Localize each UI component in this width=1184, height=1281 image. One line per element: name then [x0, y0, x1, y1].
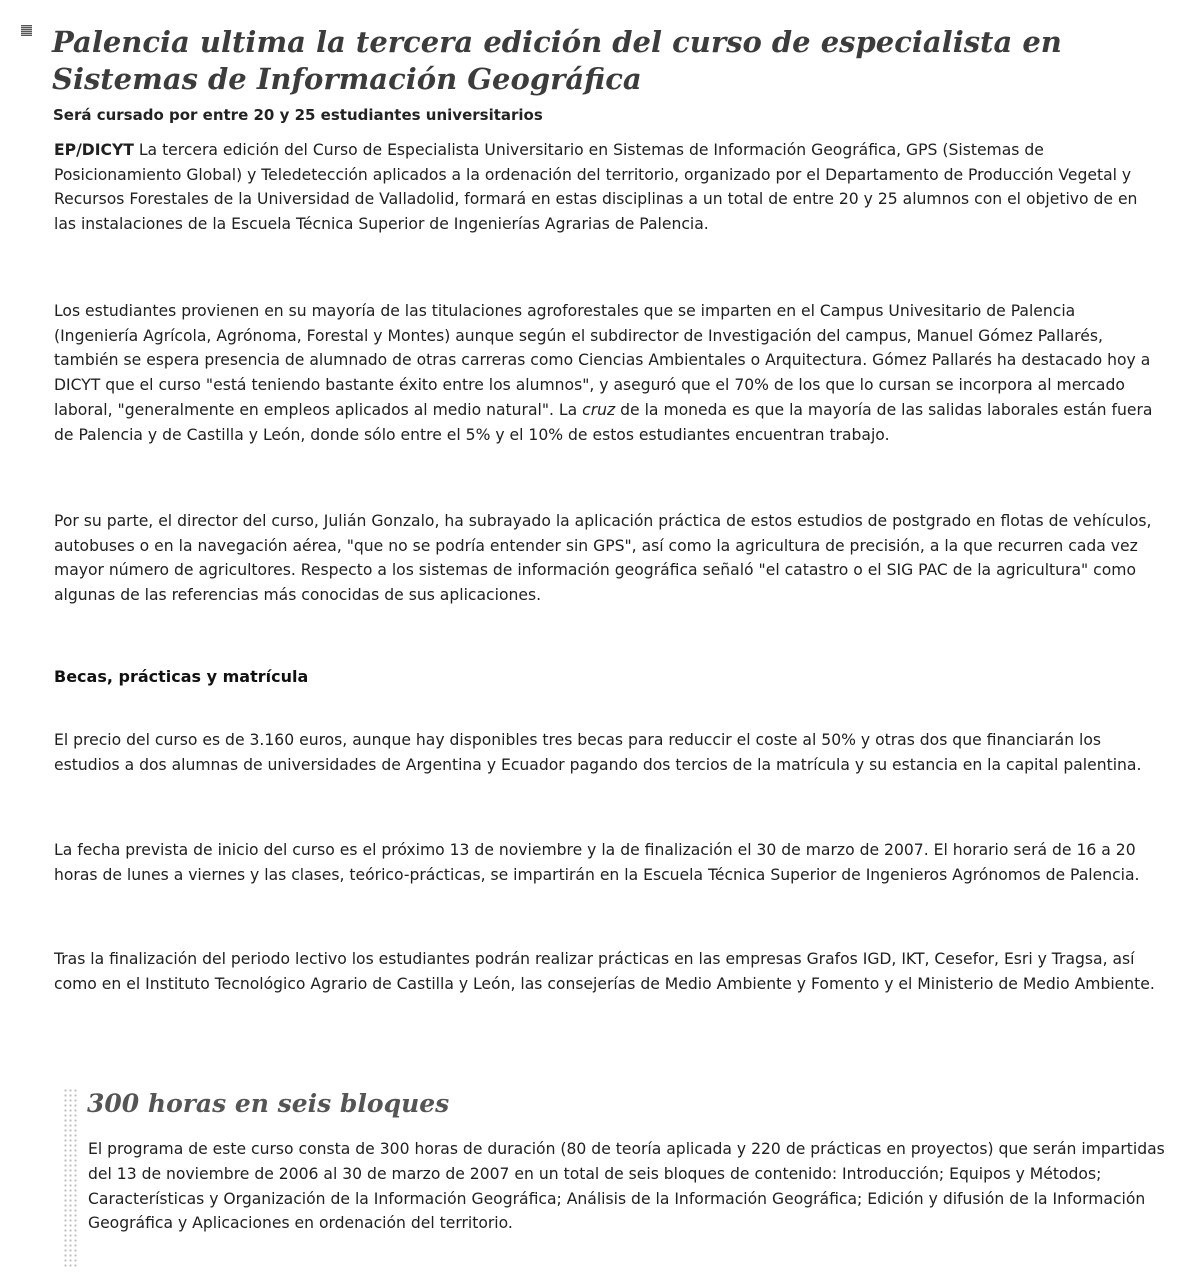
paragraph-schedule: La fecha prevista de inicio del curso es el próximo 13 de noviembre y la de finalización el 30 de marzo de 2007. El horario será de 16 a 20 horas de lunes a viernes y las clases, teórico-prácticas, se impartirán en la Escuela Técnica Superior de Ingenieros Agrónomos de Palencia. — [54, 841, 1140, 884]
dateline: EP/DICYT — [54, 141, 134, 159]
paragraph-intro-text: La tercera edición del Curso de Especialista Universitario en Sistemas de Información Geográfica, GPS (Sistemas de Posicionamiento Global) y Teledetección aplicados a la ordenación del territorio, organizado por el Departamento de Producción Vegetal y Recursos Forestales de la Universidad de Valladolid, formará en estas disciplinas a un total de entre 20 y 25 alumnos con el objetivo de en las instalaciones de la Escuela Técnica Superior de Ingenierías Agrarias de Palencia. — [54, 141, 1138, 234]
sidebar-box-text: El programa de este curso consta de 300 horas de duración (80 de teoría aplicada y 220 de prácticas en proyectos) que serán impartidas del 13 de noviembre de 2006 al 30 de marzo de 2007 en un total de seis bloques de contenido: Introducción; Equipos y Métodos; Características y Organización de la Información Geográfica; Análisis de la Información Geográfica; Edición y difusión de la Información Geográfica y Aplicaciones en ordenación del territorio. — [88, 1140, 1165, 1233]
sidebar-dotted-rule — [63, 1088, 77, 1268]
paragraph-students-text-a: Los estudiantes provienen en su mayoría de las titulaciones agroforestales que se imparten en el Campus Univesitario de Palencia (Ingeniería Agrícola, Agrónoma, Forestal y Montes) aunque según el subdirector de Investigación del campus, Manuel Gómez Pallarés, también se espera presencia de alumnado de otras carreras como Ciencias Ambientales o Arquitectura. Gómez Pallarés ha destacado hoy a DICYT que el curso "está teniendo bastante éxito entre los alumnos", y aseguró que el 70% de los que lo cursan se incorpora al mercado laboral, "generalmente en empleos aplicados al medio natural". La — [54, 302, 1151, 419]
paragraph-internships: Tras la finalización del periodo lectivo los estudiantes podrán realizar prácticas en las empresas Grafos IGD, IKT, Cesefor, Esri y Tragsa, así como en el Instituto Tecnológico Agrario de Castilla y León, las consejerías de Medio Ambiente y Fomento y el Ministerio de Medio Ambiente. — [54, 950, 1155, 993]
section-heading-becas: Becas, prácticas y matrícula — [54, 667, 309, 686]
paragraph-director: Por su parte, el director del curso, Julián Gonzalo, ha subrayado la aplicación práctica de estos estudios de postgrado en flotas de vehículos, autobuses o en la navegación aérea, "que no se podría entender sin GPS", así como la agricultura de precisión, a la que recurren cada vez mayor número de agricultores. Respecto a los sistemas de información geográfica señaló "el catastro o el SIG PAC de la agricultura" como algunas de las referencias más conocidas de sus aplicaciones. — [54, 512, 1152, 605]
headline-bullet-square — [21, 25, 32, 36]
paragraph-students-italic: cruz — [582, 400, 616, 419]
article-subtitle: Será cursado por entre 20 y 25 estudiantes universitarios — [53, 106, 543, 124]
paragraph-intro — [54, 138, 1159, 237]
article-headline: Palencia ultima la tercera edición del curso de especialista en Sistemas de Información Geográfica — [52, 25, 1062, 96]
sidebar-box-title: 300 horas en seis bloques — [87, 1089, 450, 1118]
paragraph-students-text-b: de la moneda es que la mayoría de las salidas laborales están fuera de Palencia y de Castilla y León, donde sólo entre el 5% y el 10% de estos estudiantes encuentran trabajo. — [54, 400, 1153, 444]
paragraph-price: El precio del curso es de 3.160 euros, aunque hay disponibles tres becas para reduccir el coste al 50% y otras dos que financiarán los estudios a dos alumnas de universidades de Argentina y Ecuador pagando dos tercios de la matrícula y su estancia en la capital palentina. — [54, 731, 1142, 774]
paragraph-students — [54, 299, 1159, 447]
